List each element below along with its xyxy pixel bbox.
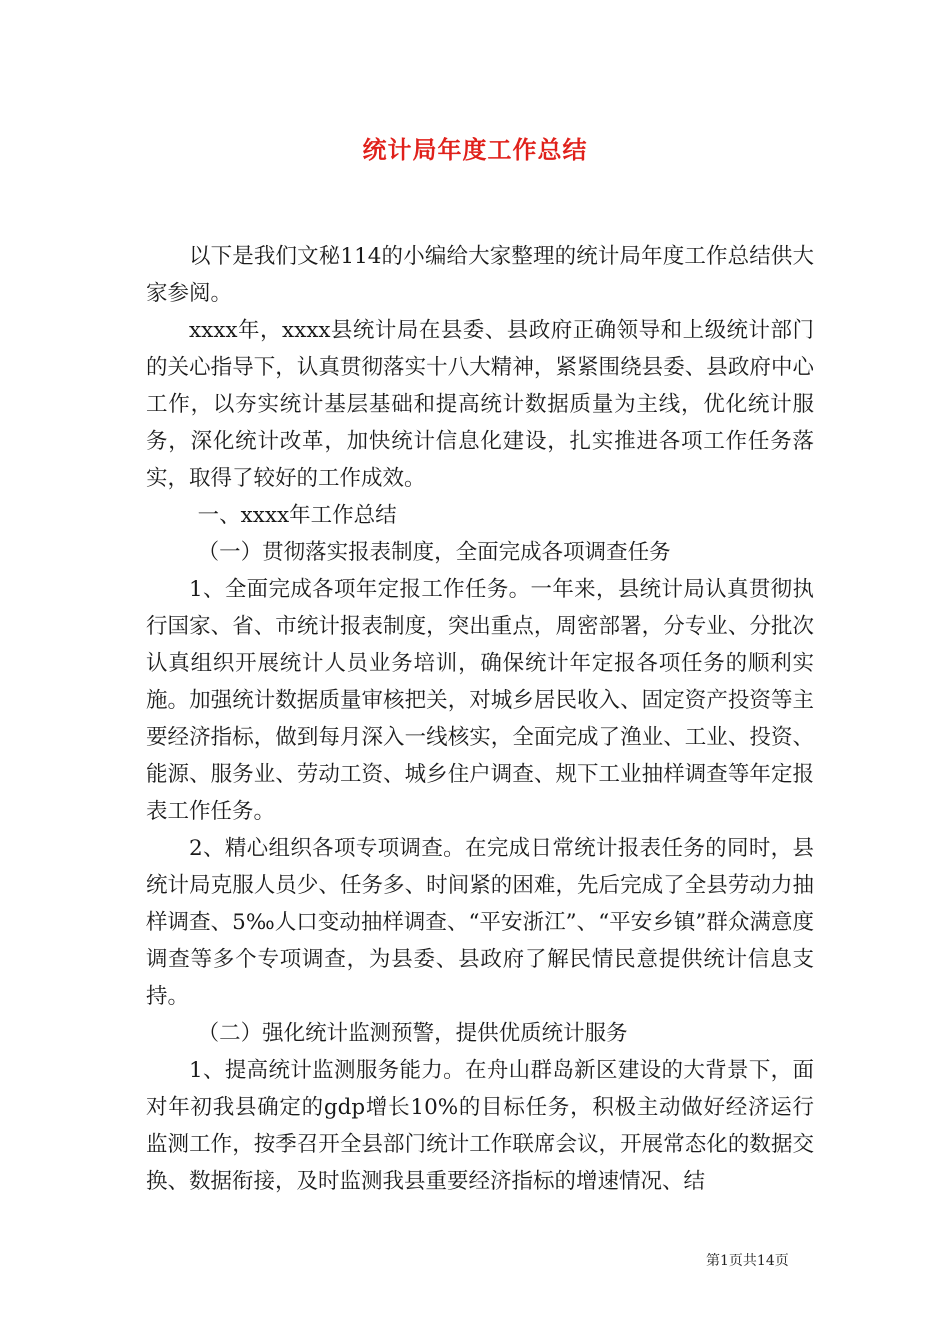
body-paragraph: 2、精心组织各项专项调查。在完成日常统计报表任务的同时，县统计局克服人员少、任务多、时间紧的困难，先后完成了全县劳动力抽样调查、5‰人口变动抽样调查、“平安浙江”、“平安乡镇”群众满意度调查等多个专项调查，为县委、县政府了解民情民意提供统计信息支持。 xyxy=(146,836,814,1009)
subsection-heading: （二）强化统计监测预警，提供优质统计服务 xyxy=(197,1021,628,1046)
page-number: 第1页共14页 xyxy=(706,1253,789,1269)
subsection-heading: （一）贯彻落实报表制度，全面完成各项调查任务 xyxy=(197,540,671,565)
document-title: 统计局年度工作总结 xyxy=(362,136,588,164)
section-heading: 一、xxxx年工作总结 xyxy=(197,503,397,528)
body-paragraph: 1、提高统计监测服务能力。在舟山群岛新区建设的大背景下，面对年初我县确定的gdp增长10%的目标任务，积极主动做好经济运行监测工作，按季召开全县部门统计工作联席会议，开展常态化的数据交换、数据衔接，及时监测我县重要经济指标的增速情况、结 xyxy=(146,1058,814,1194)
body-paragraph: 1、全面完成各项年定报工作任务。一年来，县统计局认真贯彻执行国家、省、市统计报表制度，突出重点，周密部署，分专业、分批次认真组织开展统计人员业务培训，确保统计年定报各项任务的顺利实施。加强统计数据质量审核把关，对城乡居民收入、固定资产投资等主要经济指标，做到每月深入一线核实，全面完成了渔业、工业、投资、能源、服务业、劳动工资、城乡住户调查、规下工业抽样调查等年定报表工作任务。 xyxy=(146,577,814,824)
intro-paragraph: 以下是我们文秘114的小编给大家整理的统计局年度工作总结供大家参阅。 xyxy=(146,244,814,306)
document-body xyxy=(146,238,814,1200)
overview-paragraph: xxxx年，xxxx县统计局在县委、县政府正确领导和上级统计部门的关心指导下，认真贯彻落实十八大精神，紧紧围绕县委、县政府中心工作，以夯实统计基层基础和提高统计数据质量为主线，优化统计服务，深化统计改革，加快统计信息化建设，扎实推进各项工作任务落实，取得了较好的工作成效。 xyxy=(146,318,814,491)
